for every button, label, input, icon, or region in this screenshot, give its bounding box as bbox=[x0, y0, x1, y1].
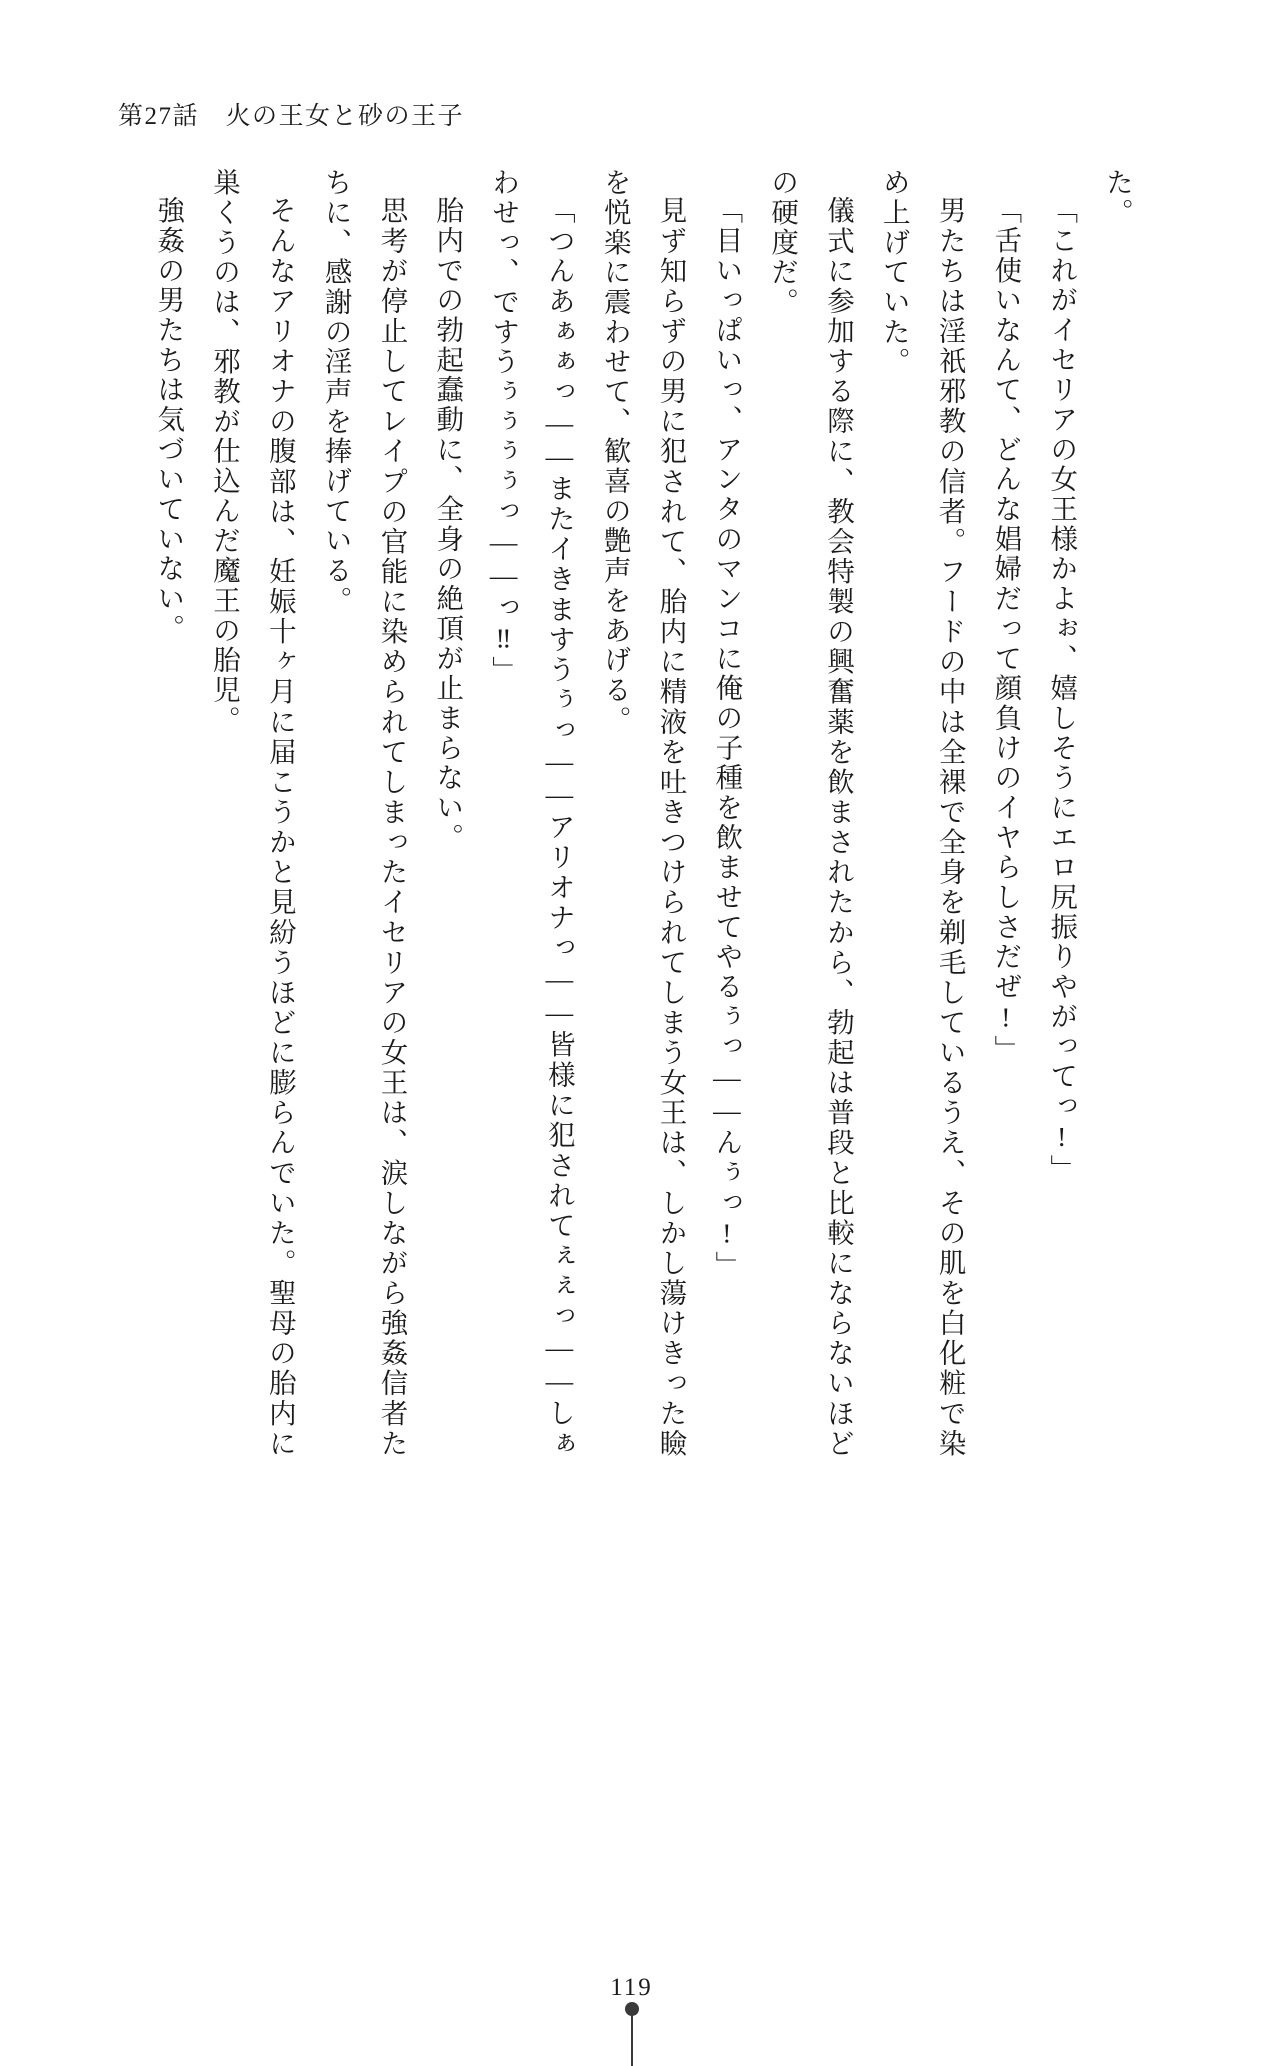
page-number: 119 bbox=[610, 1974, 653, 2001]
body-text-vertical bbox=[153, 168, 1145, 1458]
paragraph: 胎内での勃起蠢動に、全身の絶頂が止まらない。 bbox=[432, 195, 464, 852]
binding-mark-icon bbox=[625, 2002, 639, 2066]
paragraph: そんなアリオナの腹部は、妊娠十ヶ月に届こうかと見紛うほどに膨らんでいた。聖母の胎内に巣くうのは、邪教が仕込んだ魔王の胎児。 bbox=[209, 168, 296, 1458]
paragraph: 強姦の男たちは気づいていない。 bbox=[153, 195, 185, 644]
paragraph: 見ず知らずの男に犯されて、胎内に精液を吐きつけられてしまう女王は、しかし蕩けきった瞼を悦楽に震わせて、歓喜の艶声をあげる。 bbox=[599, 168, 687, 1458]
running-head: 第27話 火の王女と砂の王子 bbox=[118, 103, 465, 130]
binding-mark-stem bbox=[631, 2014, 633, 2066]
paragraph: 思考が停止してレイプの官能に染められてしまったイセリアの女王は、涙しながら強姦信者たちに、感謝の淫声を捧げている。 bbox=[320, 168, 408, 1458]
paragraph: 「舌使いなんて、どんな娼婦だって顔負けのイヤらしさだぜ!」 bbox=[990, 195, 1022, 1065]
paragraph: た。 bbox=[1102, 168, 1133, 228]
paragraph: 男たちは淫祇邪教の信者。フードの中は全裸で全身を剃毛しているうえ、その肌を白化粧で染め上げていた。 bbox=[878, 168, 966, 1458]
paragraph: 「目いっぱいっ、アンタのマンコに俺の子種を飲ませてやるぅっ——んぅっ!」 bbox=[711, 195, 743, 1281]
paragraph: 儀式に参加する際に、教会特製の興奮薬を飲まされたから、勃起は普段と比較にならないほどの硬度だ。 bbox=[767, 168, 854, 1458]
paragraph: 「つんあぁぁっ——またイきますうぅっ——アリオナっ——皆様に犯されてぇぇっ——しぁわせっ、ですうぅぅぅぅっ——っ‼」 bbox=[488, 168, 575, 1458]
paragraph: 「これがイセリアの女王様かよぉ、嬉しそうにエロ尻振りやがってっ!」 bbox=[1046, 195, 1078, 1184]
